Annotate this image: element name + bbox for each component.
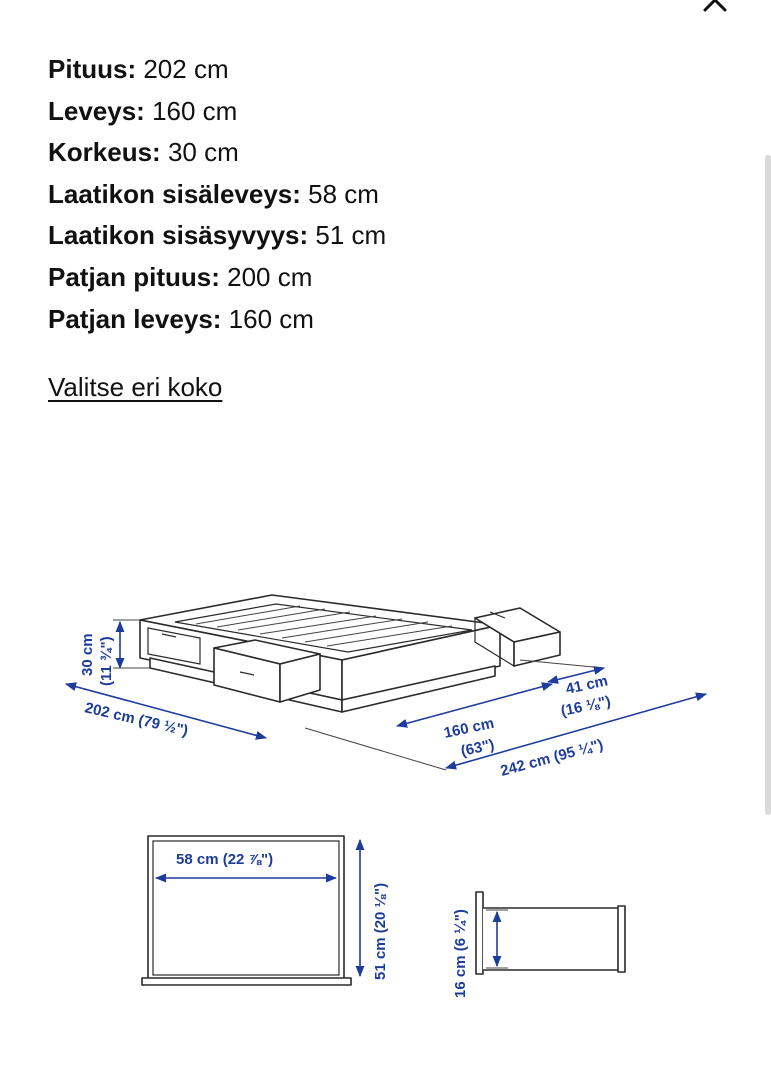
drawer-extension-label-in: (16 ⅛") xyxy=(559,692,613,720)
spec-row-mattress-width xyxy=(48,299,386,341)
drawer-depth-label: 51 cm (20 ⅛") xyxy=(372,882,389,980)
spec-row-length xyxy=(48,49,386,91)
drawer-height-label: 16 cm (6 ¼") xyxy=(452,909,469,998)
spec-row-height xyxy=(48,132,386,174)
width-dimension-label: 160 cm xyxy=(442,714,496,742)
spec-row-drawer-inner-depth xyxy=(48,215,386,257)
spec-label: Laatikon sisäleveys: xyxy=(48,178,301,209)
width-dimension-label-in: (63") xyxy=(459,736,496,760)
choose-size-link[interactable]: Valitse eri koko xyxy=(48,372,223,402)
dimension-diagram xyxy=(0,560,771,1020)
spec-row-mattress-length xyxy=(48,257,386,299)
spec-value: 160 cm xyxy=(152,95,238,126)
spec-label: Leveys: xyxy=(48,95,145,126)
spec-label: Korkeus: xyxy=(48,137,161,168)
close-icon xyxy=(696,0,736,20)
length-dimension-label: 202 cm (79 ½") xyxy=(83,699,190,740)
drawer-side-view xyxy=(476,892,625,974)
spec-value: 51 cm xyxy=(315,220,387,251)
drawer-extension-label: 41 cm xyxy=(564,672,610,698)
spec-value: 160 cm xyxy=(228,303,314,334)
spec-row-drawer-inner-width xyxy=(48,174,386,216)
spec-label: Patjan leveys: xyxy=(48,303,222,334)
spec-value: 200 cm xyxy=(227,261,313,292)
spec-value: 30 cm xyxy=(167,137,239,168)
spec-value: 202 cm xyxy=(143,54,229,84)
spec-row-width xyxy=(48,91,386,133)
spec-list xyxy=(48,49,386,340)
spec-label: Laatikon sisäsyvyys: xyxy=(48,220,309,251)
spec-label: Pituus: xyxy=(48,54,137,84)
bed-illustration xyxy=(140,595,560,712)
drawer-width-label: 58 cm (22 ⅞") xyxy=(176,851,274,868)
total-width-label: 242 cm (95 ¼") xyxy=(498,736,605,780)
height-dimension-label-in: (11 ¾") xyxy=(98,636,115,686)
spec-label: Patjan pituus: xyxy=(48,261,220,292)
spec-value: 58 cm xyxy=(308,178,379,209)
close-button[interactable] xyxy=(696,0,736,20)
height-dimension-label: 30 cm xyxy=(79,633,96,676)
